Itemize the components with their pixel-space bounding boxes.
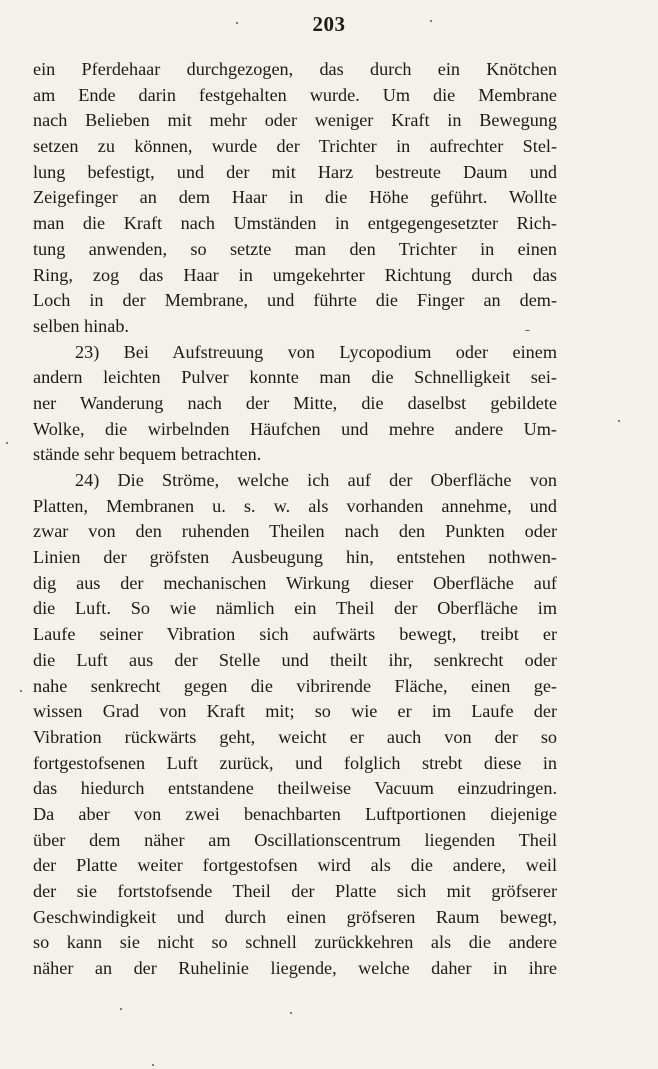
scan-speck [20,690,22,692]
text-line: Da aber von zwei benachbarten Luftportionen diejenige [33,803,557,824]
text-line: der Platte weiter fortgestofsen wird als die andere, weil [33,855,557,876]
scan-speck [6,442,8,444]
text-line: ner Wanderung nach der Mitte, die daselbst gebildete [33,392,557,413]
text-line: am Ende darin festgehalten wurde. Um die Membrane [33,84,557,105]
text-line: selben hinab. [33,315,129,336]
scan-speck [525,330,530,331]
text-line: ein Pferdehaar durchgezogen, das durch ein Knötchen [33,59,557,79]
text-line: 24) Die Ströme, welche ich auf der Oberfläche von [75,470,557,490]
text-line: Linien der gröfsten Ausbeugung hin, entstehen nothwen- [33,547,557,568]
text-line: Ring, zog das Haar in umgekehrter Richtung durch das [33,264,557,285]
text-line: zwar von den ruhenden Theilen nach den Punkten oder [33,521,557,542]
text-line: Loch in der Membrane, und führte die Finger an dem- [33,290,557,311]
page-number: 203 [312,12,346,36]
text-line: das hiedurch entstandene theilweise Vacuum einzudringen. [33,778,557,799]
text-line: Zeigefinger an dem Haar in die Höhe geführt. Wollte [33,187,557,208]
scan-speck [618,420,620,422]
text-line: nach Belieben mit mehr oder weniger Kraft in Bewegung [33,110,557,131]
text-line: so kann sie nicht so schnell zurückkehren als die andere [33,932,557,953]
text-line: fortgestofsenen Luft zurück, und folglich strebt diese in [33,752,557,773]
text-line: näher an der Ruhelinie liegende, welche daher in ihre [33,958,557,979]
text-line: Geschwindigkeit und durch einen gröfseren Raum bewegt, [33,906,557,927]
scan-speck [152,1064,154,1066]
text-line: dig aus der mechanischen Wirkung dieser Oberfläche auf [33,572,557,593]
text-line: über dem näher am Oscillationscentrum liegenden Theil [33,829,557,850]
text-line: Wolke, die wirbelnden Häufchen und mehre andere Um- [33,418,557,439]
text-line: lung befestigt, und der mit Harz bestreute Daum und [33,161,557,182]
text-line: die Luft aus der Stelle und theilt ihr, senkrecht oder [33,649,557,670]
text-line: tung anwenden, so setzte man den Trichter in einen [33,238,557,259]
text-line: die Luft. So wie nämlich ein Theil der Oberfläche im [33,598,557,619]
scan-speck [430,20,432,22]
text-line: Laufe seiner Vibration sich aufwärts bewegt, treibt er [33,624,557,645]
text-line: wissen Grad von Kraft mit; so wie er im Laufe der [33,701,557,722]
text-line: Vibration rückwärts geht, weicht er auch von der so [33,726,557,747]
scan-speck [290,1012,292,1014]
text-line: andern leichten Pulver konnte man die Schnelligkeit sei- [33,367,557,388]
text-line: 23) Bei Aufstreuung von Lycopodium oder einem [75,341,557,362]
text-line: man die Kraft nach Umständen in entgegengesetzter Rich- [33,213,557,234]
body-text [33,57,557,982]
text-line: Platten, Membranen u. s. w. als vorhanden annehme, und [33,495,557,516]
text-line: setzen zu können, wurde der Trichter in aufrechter Stel- [33,136,557,157]
scan-speck [120,1008,122,1010]
scan-speck [236,22,238,24]
text-line: stände sehr bequem betrachten. [33,444,262,465]
text-line: der sie fortstofsende Theil der Platte sich mit gröfserer [33,881,557,901]
text-line: nahe senkrecht gegen die vibrirende Fläche, einen ge- [33,675,557,696]
